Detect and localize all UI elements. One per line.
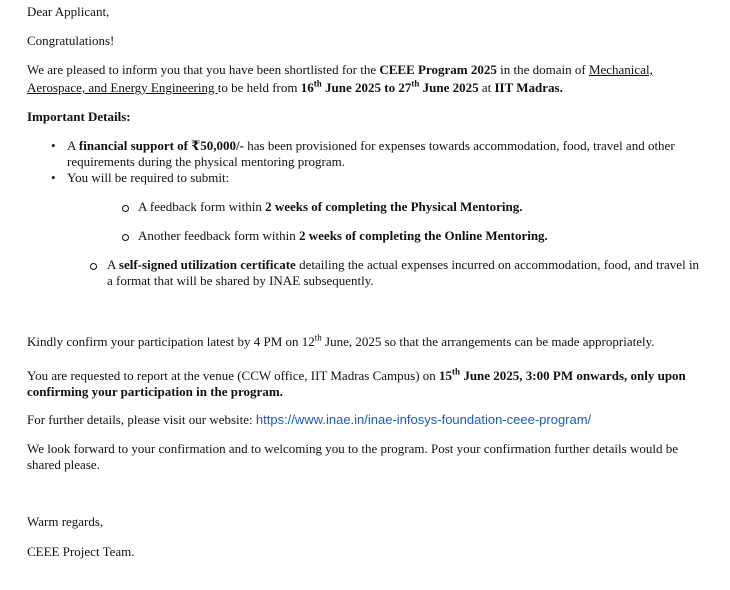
sub-bullet-certificate-line-2: a format that will be shared by INAE subsequently. — [107, 273, 374, 288]
congratulations: Congratulations! — [27, 33, 115, 48]
confirm-paragraph: Kindly confirm your participation latest by 4 PM on 12th June, 2025 so that the arrangements can be made appropriately. — [27, 332, 655, 349]
intro-text: We are pleased to inform you that you have been shortlisted for the — [27, 62, 380, 77]
team-signature: CEEE Project Team. — [27, 544, 135, 559]
forward-line-1: We look forward to your confirmation and to welcoming you to the program. Post your confirmation further details would be — [27, 441, 678, 456]
program-name: CEEE Program 2025 — [379, 62, 497, 77]
domain-text-2: Aerospace, and Energy Engineering — [27, 80, 218, 95]
report-line-1: You are requested to report at the venue (CCW office, IIT Madras Campus) on 15th June 2025, 3:00 PM onwards, only upon — [27, 366, 686, 383]
bullet-financial-line-1: A financial support of ₹50,000/- has been provisioned for expenses towards accommodation, food, travel and other — [67, 138, 675, 153]
sub-bullet-certificate-line-1: A self-signed utilization certificate detailing the actual expenses incurred on accommodation, food, and travel in — [107, 257, 700, 272]
intro-text-3: to be held from — [217, 80, 301, 95]
regards: Warm regards, — [27, 514, 104, 529]
domain-text-1: Mechanical, — [588, 62, 653, 77]
bullet-submit: You will be required to submit: — [67, 170, 230, 185]
intro-line-1 — [27, 62, 653, 78]
intro-text-2: in the domain of — [496, 62, 589, 77]
intro-line-2 — [27, 80, 563, 96]
important-details-heading: Important Details: — [27, 109, 131, 124]
venue-name: IIT Madras. — [494, 80, 563, 95]
greeting: Dear Applicant, — [27, 4, 110, 19]
circle-bullet-icon — [122, 234, 129, 241]
intro-text-4: at — [478, 80, 495, 95]
circle-bullet-icon — [90, 263, 97, 270]
bullet-dot-icon: • — [51, 138, 56, 153]
bullet-dot-icon: • — [51, 170, 56, 185]
bullet-financial-line-2: requirements during the physical mentoring program. — [67, 154, 345, 169]
details-paragraph: For further details, please visit our website: https://www.inae.in/inae-infosys-foundation-ceee-program/ — [27, 412, 592, 427]
sub-bullet-online: Another feedback form within 2 weeks of completing the Online Mentoring. — [138, 228, 548, 243]
forward-line-2: shared please. — [27, 457, 100, 472]
sub-bullet-physical: A feedback form within 2 weeks of completing the Physical Mentoring. — [138, 199, 523, 214]
report-line-2: confirming your participation in the program. — [27, 384, 283, 399]
circle-bullet-icon — [122, 205, 129, 212]
dates: 16th June 2025 to 27th June 2025 — [300, 78, 479, 95]
website-link[interactable]: https://www.inae.in/inae-infosys-foundation-ceee-program/ — [255, 412, 592, 427]
